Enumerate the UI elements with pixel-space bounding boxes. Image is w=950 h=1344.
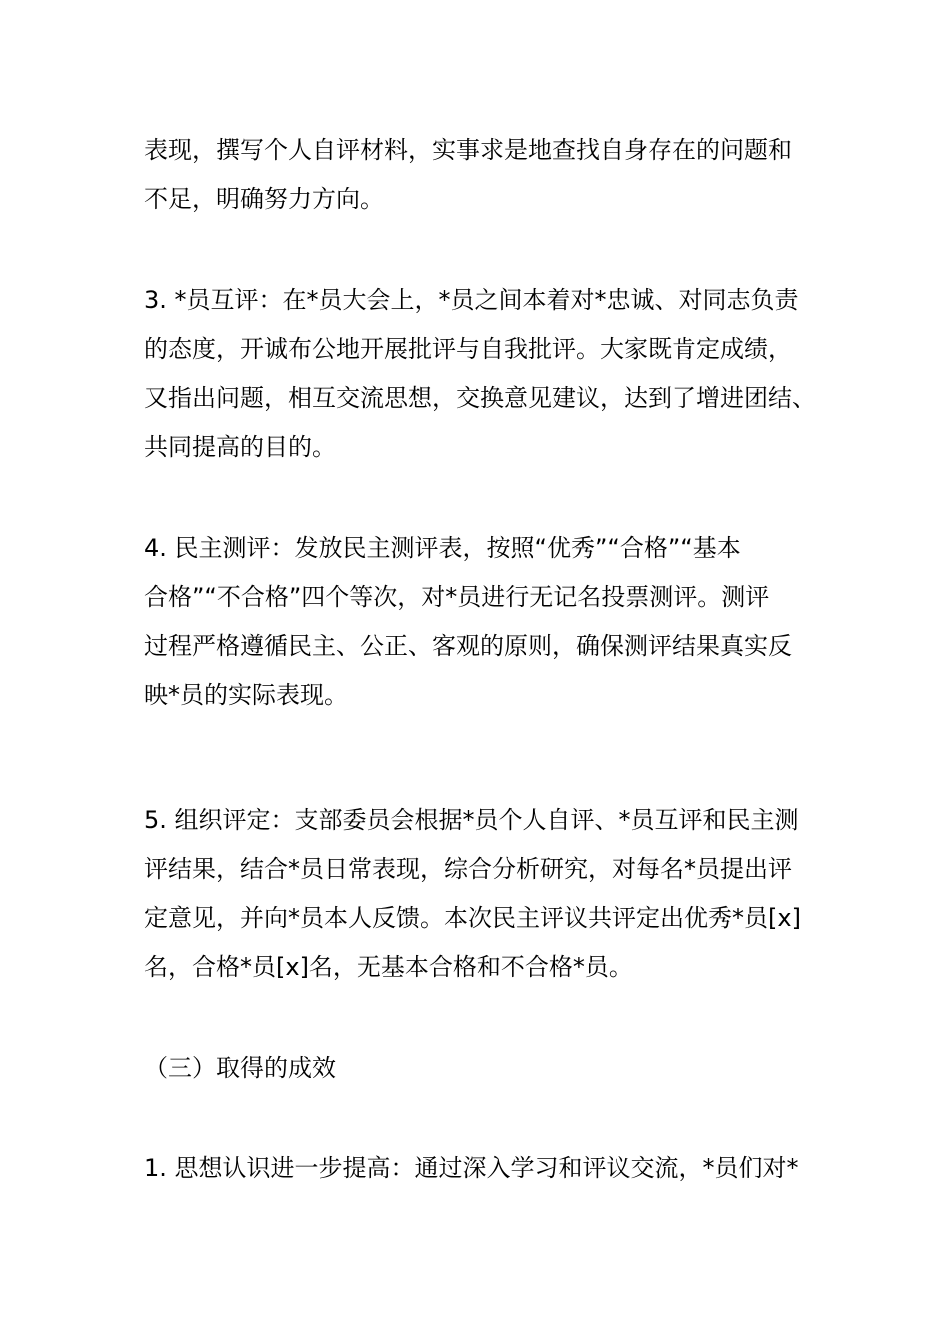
text-line: 5. 组织评定：支部委员会根据*员个人自评、*员互评和民主测 <box>144 806 799 834</box>
heading-line: （三）取得的成效 <box>144 1054 336 1082</box>
text-line: 1. 思想认识进一步提高：通过深入学习和评议交流，*员们对* <box>144 1154 799 1182</box>
text-line: 共同提高的目的。 <box>144 433 336 461</box>
text-line: 又指出问题，相互交流思想，交换意见建议，达到了增进团结、 <box>144 384 816 412</box>
text-line: 评结果，结合*员日常表现，综合分析研究，对每名*员提出评 <box>144 855 792 883</box>
section-heading <box>144 1044 814 1093</box>
paragraph-result-1 <box>144 1144 814 1193</box>
text-line: 表现，撰写个人自评材料，实事求是地查找自身存在的问题和 <box>144 136 792 164</box>
text-line: 3. *员互评：在*员大会上，*员之间本着对*忠诚、对同志负责 <box>144 286 799 314</box>
text-line: 4. 民主测评：发放民主测评表，按照“优秀”“合格”“基本 <box>144 534 741 562</box>
text-line: 定意见，并向*员本人反馈。本次民主评议共评定出优秀*员[x] <box>144 904 801 932</box>
text-line: 映*员的实际表现。 <box>144 681 348 709</box>
text-line: 名，合格*员[x]名，无基本合格和不合格*员。 <box>144 953 633 981</box>
text-line: 合格”“不合格”四个等次，对*员进行无记名投票测评。测评 <box>144 583 770 611</box>
text-line: 不足，明确努力方向。 <box>144 185 384 213</box>
text-line: 的态度，开诚布公地开展批评与自我批评。大家既肯定成绩， <box>144 335 792 363</box>
paragraph-item-4 <box>144 524 814 720</box>
text-line: 过程严格遵循民主、公正、客观的原则，确保测评结果真实反 <box>144 632 792 660</box>
paragraph-item-3 <box>144 276 814 472</box>
paragraph-item-5 <box>144 796 814 992</box>
paragraph-continuation <box>144 126 814 224</box>
